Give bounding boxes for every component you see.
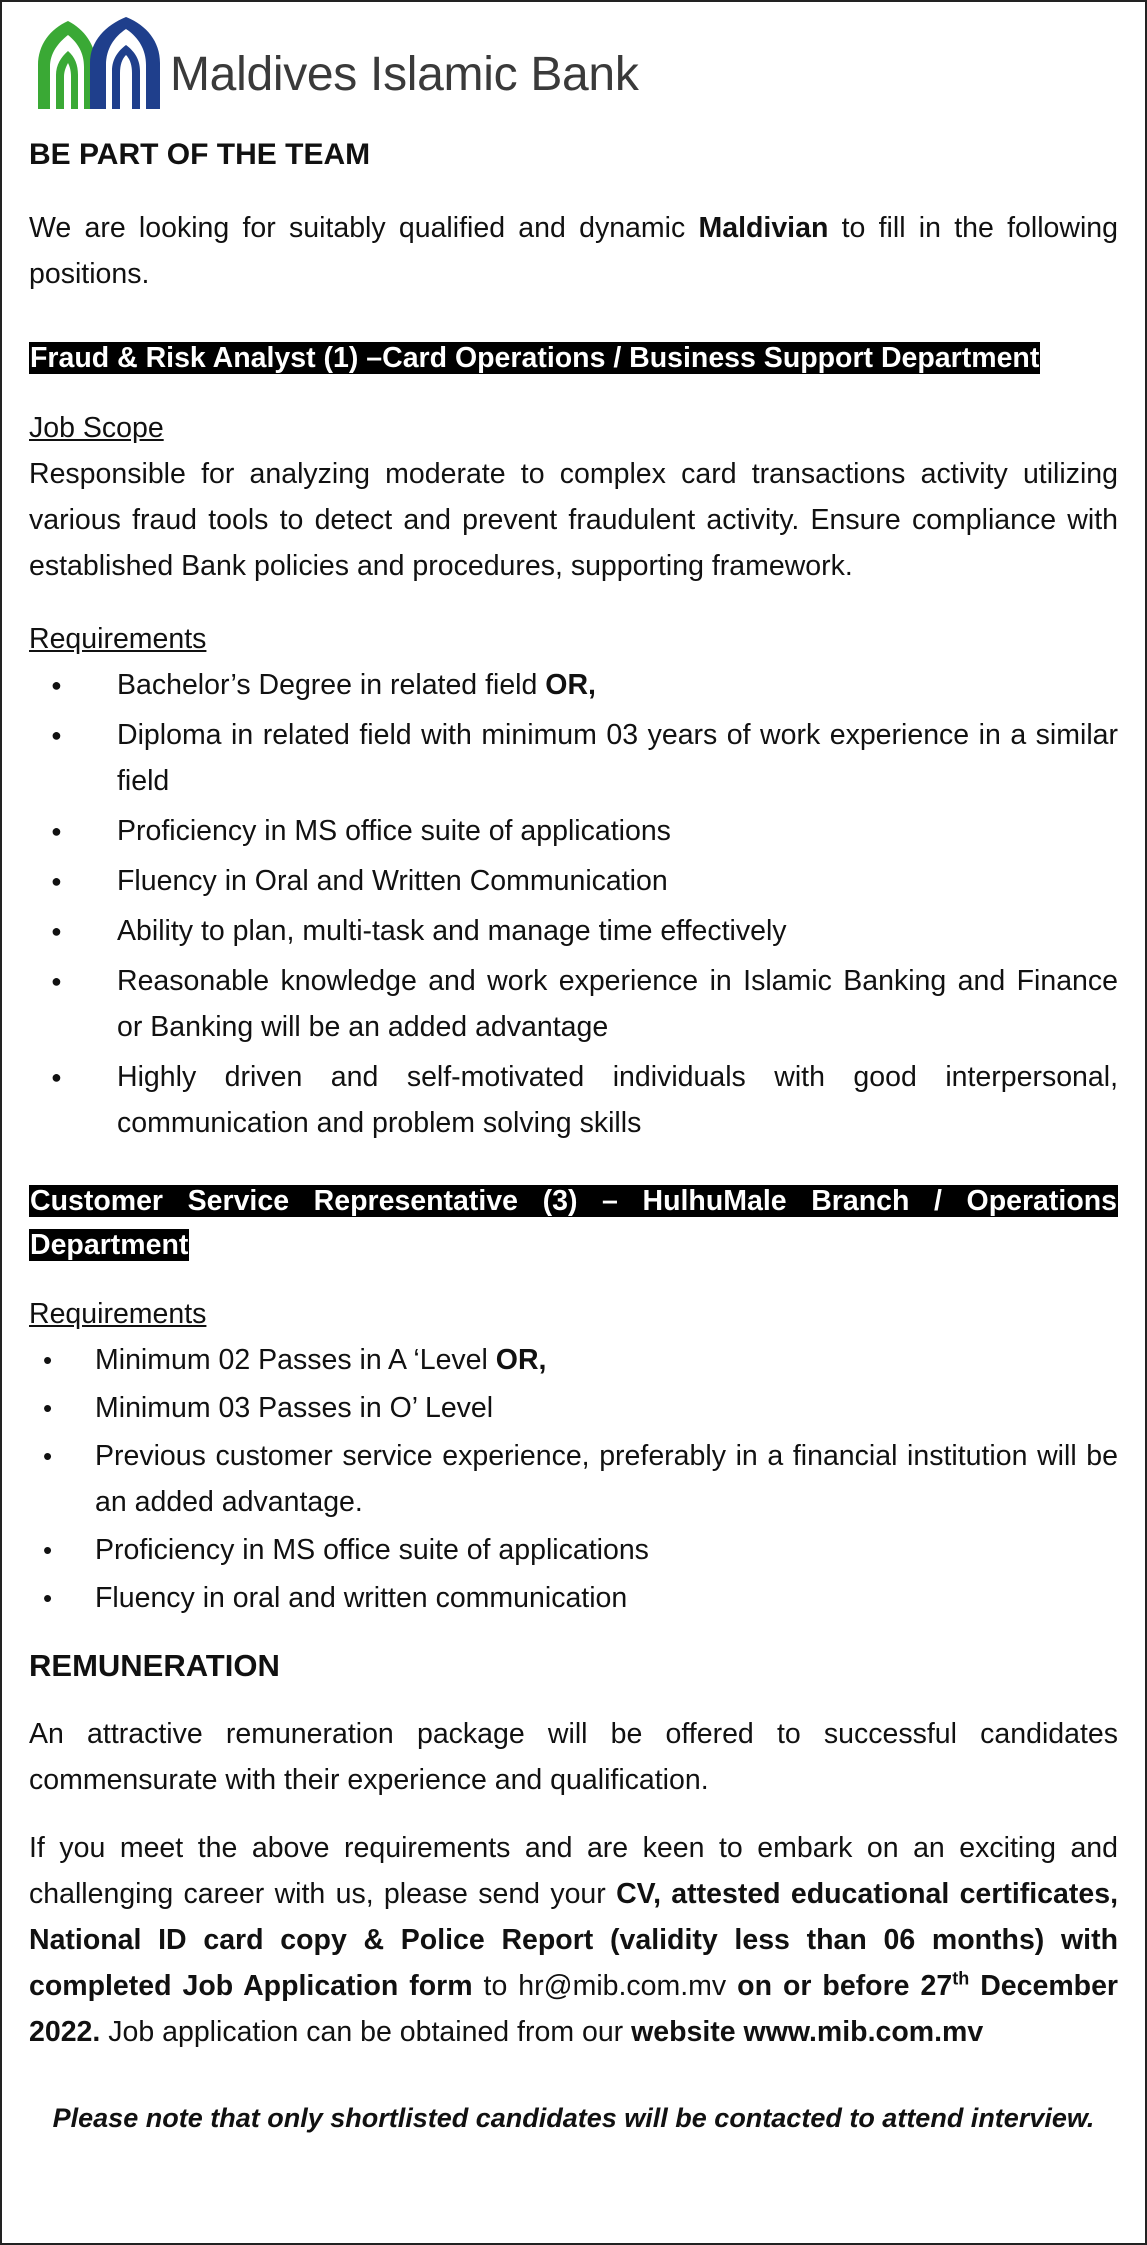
bank-logo <box>34 2 1118 120</box>
intro-paragraph: We are looking for suitably qualified and dynamic Maldivian to fill in the following positions. <box>29 212 1118 290</box>
website-link[interactable]: website www.mib.com.mv <box>631 2016 984 2048</box>
list-item: • Minimum 03 Passes in O’ Level <box>29 1385 1118 1431</box>
shortlist-note: Please note that only shortlisted candidates will be contacted to attend interview. <box>52 2103 1095 2133</box>
application-instructions: If you meet the above requirements and are keen to embark on an exciting and challenging career with us, please send your CV, attested educational certificates, National ID card copy & Police Report (validity less than 06 months) with completed Job Application form to hr@mib.com.mv on or before 27th December 2022. Job application can be obtained from our website www.mib.com.mv <box>29 1832 1119 2048</box>
intro-bold: Maldivian <box>698 212 829 244</box>
list-item: • Previous customer service experience, preferably in a financial institution will be an added advantage. <box>29 1433 1118 1525</box>
list-item: • Fluency in oral and written communication <box>29 1575 1118 1621</box>
position2-title: Customer Service Representative (3) – HulhuMale Branch / Operations Department <box>30 1185 1117 1261</box>
page-heading: BE PART OF THE TEAM <box>29 138 371 171</box>
list-item: ● Fluency in Oral and Written Communication <box>29 858 1118 904</box>
list-item: ● Reasonable knowledge and work experience in Islamic Banking and Finance or Banking will be an added advantage <box>29 958 1118 1050</box>
requirements-label-2: Requirements <box>29 1298 207 1330</box>
job-scope-label: Job Scope <box>29 412 164 444</box>
list-item: ● Proficiency in MS office suite of applications <box>29 808 1118 854</box>
requirements-label-1: Requirements <box>29 623 207 655</box>
list-item: • Proficiency in MS office suite of applications <box>29 1527 1118 1573</box>
position1-title: Fraud & Risk Analyst (1) –Card Operations / Business Support Department <box>30 342 1040 374</box>
remuneration-text: An attractive remuneration package will be offered to successful candidates commensurate with their experience and qualification. <box>29 1718 1118 1796</box>
requirements-list-1 <box>29 662 1118 1146</box>
mib-arch-logo-icon <box>34 15 164 111</box>
list-item: • Minimum 02 Passes in A ‘Level OR, <box>29 1337 1118 1383</box>
list-item: ● Diploma in related field with minimum 03 years of work experience in a similar field <box>29 712 1118 804</box>
requirements-list-2 <box>29 1337 1118 1621</box>
job-scope-text: Responsible for analyzing moderate to complex card transactions activity utilizing various fraud tools to detect and prevent fraudulent activity. Ensure compliance with established Bank policies and procedures, supporting framework. <box>29 458 1118 582</box>
bank-name: Maldives Islamic Bank <box>170 47 639 101</box>
remuneration-heading: REMUNERATION <box>29 1648 280 1683</box>
list-item: ● Ability to plan, multi-task and manage time effectively <box>29 908 1118 954</box>
list-item: ● Bachelor’s Degree in related field OR, <box>29 662 1118 708</box>
list-item: ● Highly driven and self-motivated individuals with good interpersonal, communication and problem solving skills <box>29 1054 1118 1146</box>
